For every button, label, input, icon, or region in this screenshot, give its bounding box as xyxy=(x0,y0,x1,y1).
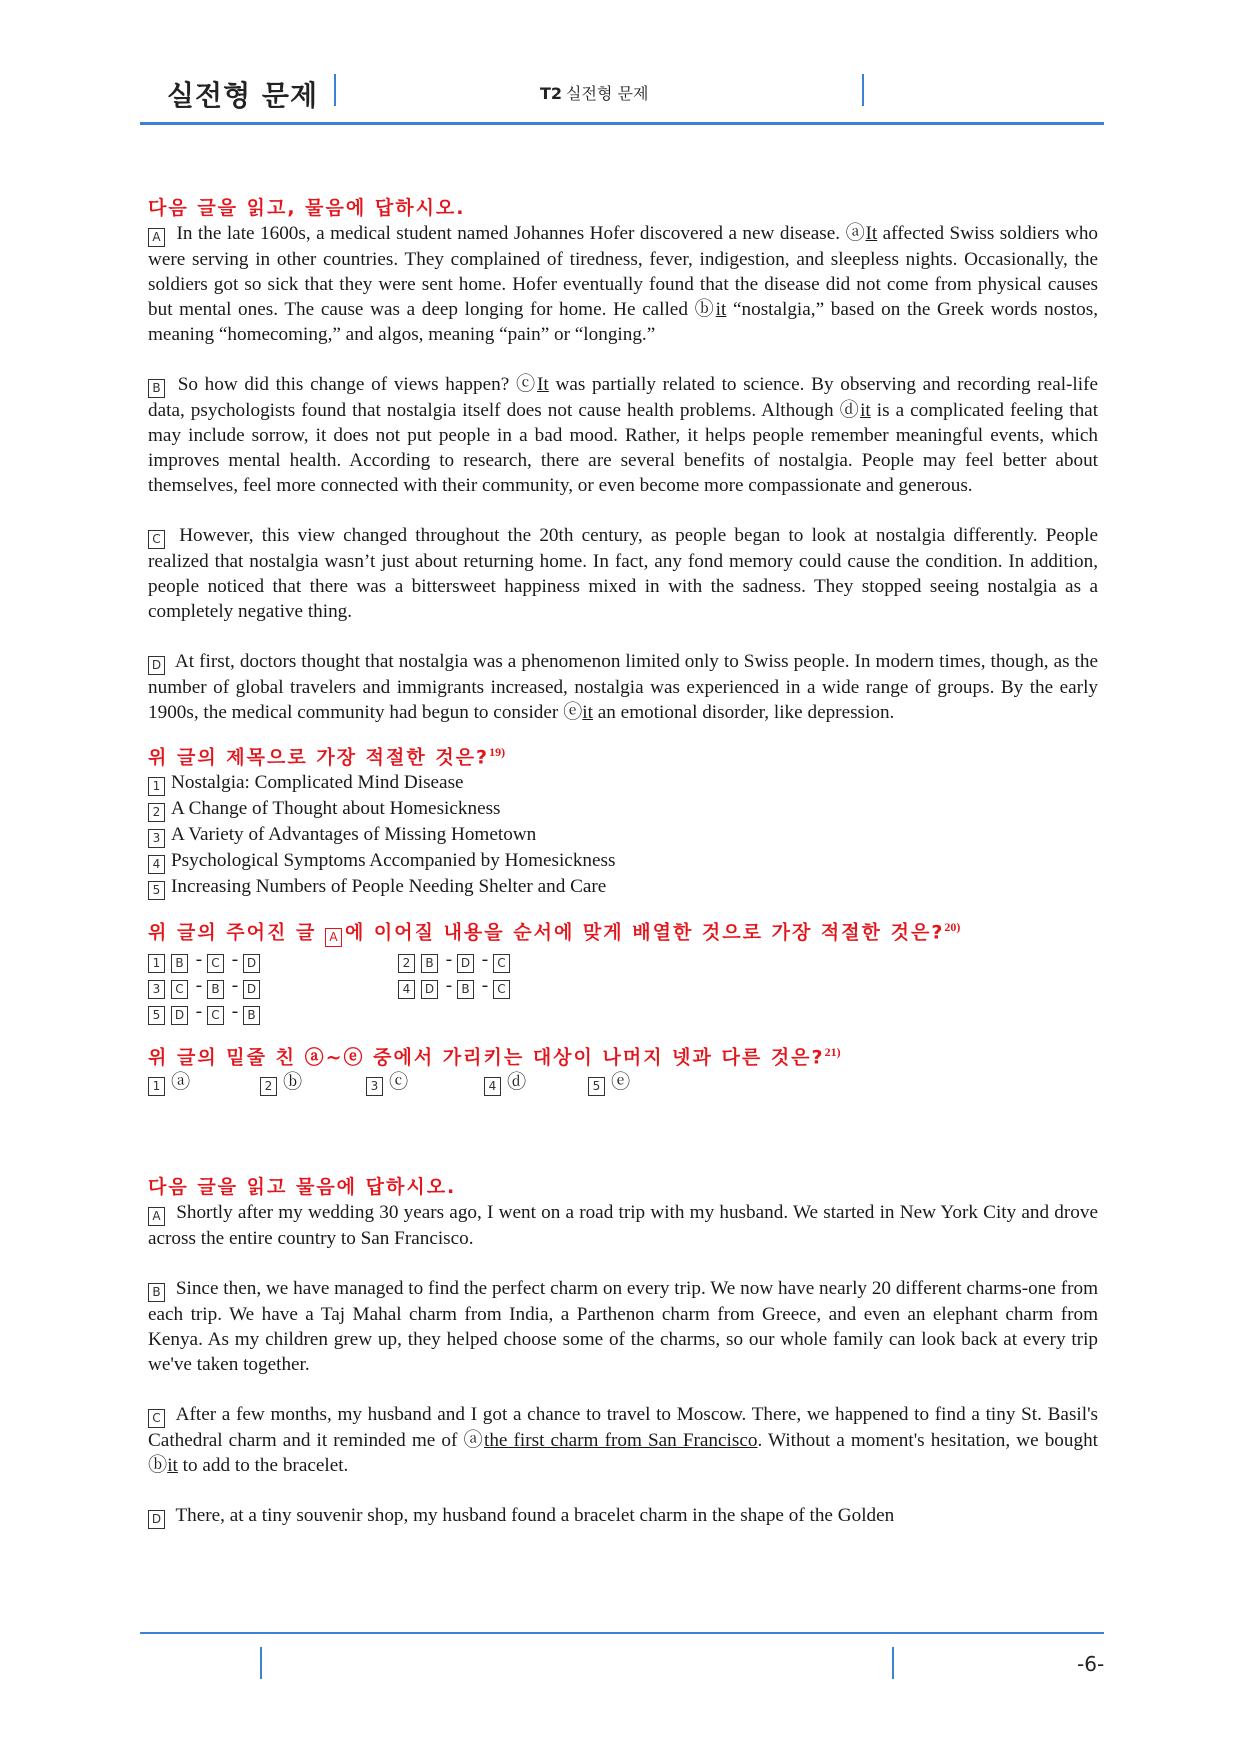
underlined-reference: it xyxy=(860,400,871,421)
paragraph-marker: A xyxy=(148,228,165,247)
answer-option[interactable]: 3 A Variety of Advantages of Missing Hometown xyxy=(148,822,1098,848)
paragraph-marker: D xyxy=(148,1510,165,1529)
page-header xyxy=(140,68,1104,126)
option-number: 4 xyxy=(148,855,165,874)
answer-option[interactable]: 1 B - C - D xyxy=(148,947,398,973)
footer-divider xyxy=(260,1647,262,1679)
question-19: 위 글의 제목으로 가장 적절한 것은?$^{19)}$ xyxy=(148,745,506,769)
question-21-options xyxy=(148,1070,1098,1096)
footnote-ref: 20) xyxy=(944,920,961,935)
passage2-paragraph-b: B Since then, we have managed to find the perfect charm on every trip. We now have nearly 20 different charms-one from each trip. We have a Taj Mahal charm from India, a Parthenon charm from Greece, and even an elephant charm from Kenya. As my children grew up, they helped choose some of the charms, so our whole family can look back at every trip we've taken together. xyxy=(148,1277,1098,1375)
question-20-options xyxy=(148,947,1098,1025)
footer-rule xyxy=(140,1632,1104,1634)
answer-option[interactable]: 4 D - B - C xyxy=(398,973,513,999)
question-21: 위 글의 밑줄 친 ⓐ~ⓔ 중에서 가리키는 대상이 나머지 넷과 다른 것은?$^{21)}$ xyxy=(148,1044,841,1068)
circled-marker: ⓒ xyxy=(515,374,538,395)
paragraph-marker: A xyxy=(325,928,342,947)
answer-option[interactable]: 1 ⓐ xyxy=(148,1070,260,1096)
header-code: T2 xyxy=(540,84,563,103)
passage2-paragraph-a: A Shortly after my wedding 30 years ago, I went on a road trip with my husband. We started in New York City and drove across the entire country to San Francisco. xyxy=(148,1201,1098,1249)
question-19-options xyxy=(148,770,1098,900)
underlined-reference: the first charm from San Francisco xyxy=(483,1429,758,1451)
passage1-paragraph-d: D At first, doctors thought that nostalgia was a phenomenon limited only to Swiss people. In modern times, though, as the number of global travelers and immigrants increased, nostalgia was experienced in a wide range of groups. By the early 1900s, the medical community had begun to consider ⓔit an emotional disorder, like depression. xyxy=(148,651,1098,723)
answer-option[interactable]: 5 ⓔ xyxy=(588,1070,630,1096)
passage1-paragraph-a: A In the late 1600s, a medical student named Johannes Hofer discovered a new disease. ⓐIt affected Swiss soldiers who were serving in other countries. They complained of tiredness, fever, indigestion, and sleepless nights. Occasionally, the soldiers got so sick that they were sent home. Hofer eventually found that the disease did not come from physical causes but mental ones. The cause was a deep longing for home. He called ⓑit “nostalgia,” based on the Greek words nostos, meaning “homecoming,” and algos, meaning “pain” or “longing.” xyxy=(148,223,1099,345)
circled-marker: ⓐ xyxy=(463,1429,484,1451)
footer-divider xyxy=(892,1647,894,1679)
header-rule xyxy=(140,122,1104,125)
underlined-reference: It xyxy=(537,374,549,395)
circled-marker: ⓑ xyxy=(694,299,716,320)
instruction-2: 다음 글을 읽고 물음에 답하시오. xyxy=(148,1175,457,1198)
paragraph-marker: C xyxy=(148,1409,165,1428)
footnote-ref: 21) xyxy=(824,1044,841,1059)
question-20: 위 글의 주어진 글 A 에 이어질 내용을 순서에 맞게 배열한 것으로 가장 적절한 것은?$^{20)}$ xyxy=(148,914,1098,946)
circled-marker: ⓓ xyxy=(839,400,861,421)
underlined-reference: it xyxy=(715,299,727,320)
header-sub-label: 실전형 문제 xyxy=(566,84,649,103)
paragraph-marker: D xyxy=(148,656,165,675)
passage1-paragraph-b: B So how did this change of views happen? ⓒIt was partially related to science. By observing and recording real-life data, psychologists found that nostalgia itself does not cause health problems. Although ⓓit is a complicated feeling that may include sorrow, it does not put people in a bad mood. Rather, it helps people remember meaningful events, which improves mental health. According to research, there are several benefits of nostalgia. People may feel better about themselves, feel more connected with their community, or even become more compassionate and generous. xyxy=(148,374,1099,496)
paragraph-marker: B xyxy=(148,379,165,398)
passage2-paragraph-d: D There, at a tiny souvenir shop, my husband found a bracelet charm in the shape of the Golden xyxy=(148,1503,1098,1529)
option-number: 3 xyxy=(148,829,165,848)
answer-option[interactable]: 1 Nostalgia: Complicated Mind Disease xyxy=(148,770,1098,796)
passage2-paragraph-c: C After a few months, my husband and I got a chance to travel to Moscow. There, we happened to find a tiny St. Basil's Cathedral charm and it reminded me of ⓐthe first charm from San Francisco. Without a moment's hesitation, we bought ⓑit to add to the bracelet. xyxy=(148,1403,1099,1476)
option-number: 5 xyxy=(148,881,165,900)
answer-option[interactable]: 4 ⓓ xyxy=(484,1070,588,1096)
paragraph-marker: B xyxy=(148,1283,165,1302)
header-divider xyxy=(862,74,864,106)
answer-option[interactable]: 2 A Change of Thought about Homesickness xyxy=(148,796,1098,822)
paragraph-marker: C xyxy=(148,530,165,549)
answer-option[interactable]: 3 C - B - D xyxy=(148,973,398,999)
option-number: 1 xyxy=(148,777,165,796)
answer-option[interactable]: 2 B - D - C xyxy=(398,947,513,973)
underlined-reference: It xyxy=(865,223,878,244)
paragraph-marker: A xyxy=(148,1207,165,1226)
underlined-reference: it xyxy=(582,702,593,723)
answer-option[interactable]: 4 Psychological Symptoms Accompanied by Homesickness xyxy=(148,848,1098,874)
answer-option[interactable]: 5 D - C - B xyxy=(148,999,1098,1025)
passage1-paragraph-c: C However, this view changed throughout the 20th century, as people began to look at nostalgia differently. People realized that nostalgia wasn’t just about returning home. In fact, any fond memory could cause the condition. In addition, people noticed that there was a bittersweet happiness mixed in with the sadness. They stopped seeing nostalgia as a completely negative thing. xyxy=(148,525,1098,622)
circled-marker: ⓔ xyxy=(563,702,583,723)
answer-option[interactable]: 2 ⓑ xyxy=(260,1070,366,1096)
header-subtitle xyxy=(540,81,648,104)
instruction-1: 다음 글을 읽고, 물음에 답하시오. xyxy=(148,197,466,219)
answer-option[interactable]: 3 ⓒ xyxy=(366,1070,484,1096)
underlined-reference: it xyxy=(167,1454,178,1476)
page-number: -6- xyxy=(1077,1652,1105,1676)
circled-marker: ⓑ xyxy=(148,1454,168,1476)
exam-content xyxy=(148,195,1098,1529)
header-divider xyxy=(334,74,336,106)
circled-marker: ⓐ xyxy=(845,223,866,244)
footnote-ref: 19) xyxy=(489,745,506,759)
answer-option[interactable]: 5 Increasing Numbers of People Needing Shelter and Care xyxy=(148,874,1098,900)
header-title: 실전형 문제 xyxy=(167,79,318,112)
option-number: 2 xyxy=(148,803,165,822)
